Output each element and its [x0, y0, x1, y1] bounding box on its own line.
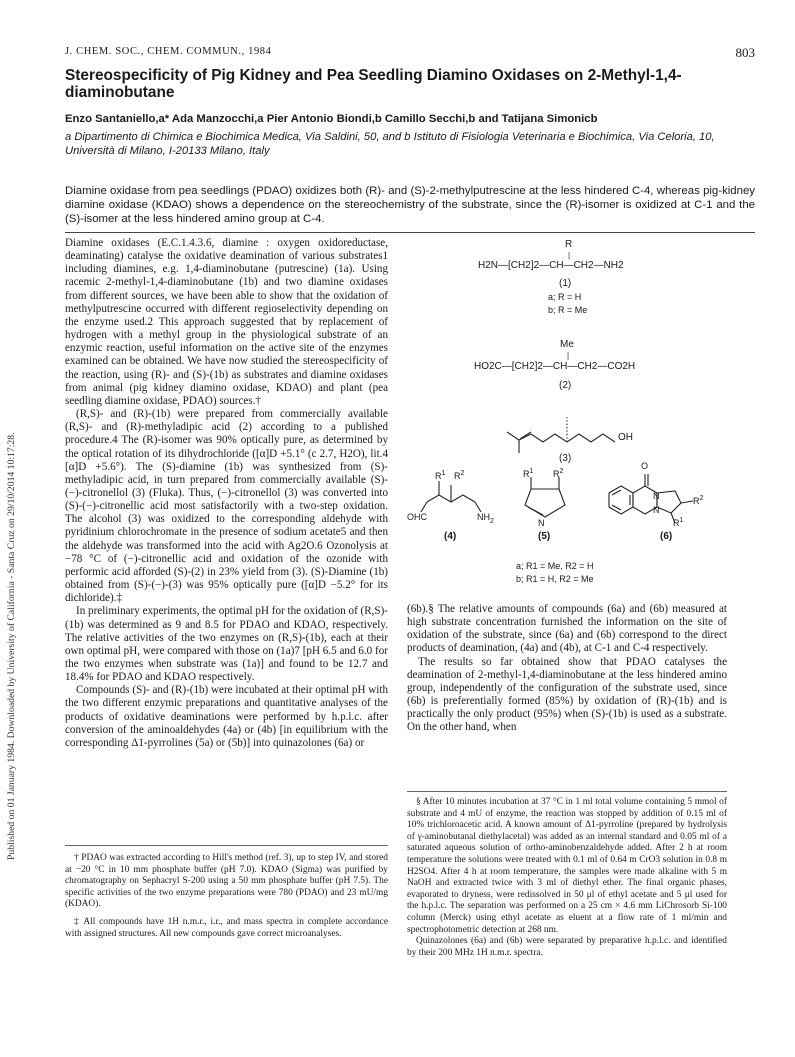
footnotes-left	[65, 853, 388, 946]
c3-label: (3)	[559, 453, 572, 464]
chemical-scheme	[407, 237, 755, 597]
c6-n1: N	[653, 491, 660, 501]
body-paragraph: (6b).§ The relative amounts of compounds (6a) and (6b) measured at high substrate concentration furnished the information on the site of oxidation of the substrate, since (6a) and (6b) correspond to the direct products of deamination, (4a) and (4b), at C-1 and C-4 respectively.	[407, 603, 727, 655]
running-header	[65, 46, 755, 62]
journal-citation: J. CHEM. SOC., CHEM. COMMUN., 1984	[65, 46, 272, 57]
c1-label: (1)	[559, 278, 572, 289]
c4-aldehyde: OHC	[407, 512, 427, 522]
article-title: Stereospecificity of Pig Kidney and Pea Seedling Diamino Oxidases on 2-Methyl-1,4-diaminobutane	[65, 67, 682, 101]
c4-r2: $R^2$	[454, 470, 465, 481]
c1-formula: H2N—[CH2]2—CH—CH2—NH2	[478, 260, 624, 271]
substituent-a: a; R1 = Me, R2 = H	[516, 561, 594, 571]
footnotes-right	[407, 797, 727, 959]
footnote-divider-right	[407, 791, 727, 792]
c1-variant-b: b; R = Me	[548, 305, 588, 315]
c1-substituent: R	[565, 239, 573, 250]
c6-r1: $R^1$	[673, 517, 684, 528]
c4-amine: $NH_2$	[477, 512, 494, 525]
c4-label: (4)	[444, 531, 457, 542]
c6-oxygen: O	[641, 461, 649, 471]
c5-label: (5)	[538, 531, 551, 542]
footnote: † PDAO was extracted according to Hill's method (ref. 3), up to step IV, and stored at −20 °C in 10 mm phosphate buffer (pH 7.0). KDAO (Sigma) was purified by chromatography on Sephacryl S-200 using a 50 mm phosphate buffer (pH 7.5). The specific activities of the two enzyme preparations were 780 (PDAO) and 23 mU/mg (KDAO).	[65, 853, 388, 910]
body-paragraph: Diamine oxidases (E.C.1.4.3.6, diamine : oxygen oxidoreductase, deaminating) catalyse the oxidative deamination of various substrates1 including diamines, e.g. 1,4-diaminobutane (putrescine) (1a). Using racemic 2-methyl-1,4-diaminobutane (1b) and two diamine oxidases from different sources, we have been able to show that the oxidation of methylputrescine occurred with different regioselectivity depending on the enzyme used.2 This approach suggested that by replacement of hydrogen with a methyl group in the physiological substrate of an enzymic reaction, useful information on the active site of the enzymes examined can be obtained. We have now studied the stereospecificity of the reaction, using (R)- and (S)-(1b) as substrates and diamine oxidases from animal (pig kidney diamino oxidase, KDAO) and plant (pea seedling diamine oxidase, PDAO) sources.†	[65, 237, 388, 407]
footnote: § After 10 minutes incubation at 37 °C in 1 ml total volume containing 5 mmol of substrate and 4 mU of enzyme, the reaction was stopped by addition of 0.15 ml of 10% trichloroacetic acid. A known amount of Δ1-pyrroline (prepared by hydrolysis of γ-aminobutanal diethylacetal) was added as an internal standard and 0.05 ml of a saturated aqueous solution of ortho-aminobenzaldehyde added. After 2 h at room temperature the solutions were treated with 0.1 ml of 0.64 m CrO3 solution in 0.8 m H2SO4. After 4 h at room temperature, the samples were made alkaline with 5 m NaOH and extracted twice with 3 ml of diethyl ether. The final organic phases, evaporated to dryness, were redissolved in 50 μl of ethyl acetate and 5 μl used for the h.p.l.c. The separation was performed on a 25 cm × 4.6 mm LiChrosorb Si-100 column (Merck) using ethyl acetate as eluent at a flow rate of 1 ml/min and spectrophotometric detection at 268 nm.	[407, 797, 727, 935]
body-right-column	[407, 603, 727, 735]
affiliation: a Dipartimento di Chimica e Biochimica Medica, Via Saldini, 50, and b Istituto di Fisiologia Veterinaria e Biochimica, Via Celoria, 10, Università di Milano, I-20133 Milano, Italy	[65, 131, 715, 157]
footnote-divider-left	[65, 845, 388, 846]
substituent-b: b; R1 = H, R2 = Me	[516, 574, 594, 584]
watermark-text: Published on 01 January 1984. Downloaded by University of California - Santa Cruz on 29/10/2014 10:17:28.	[6, 432, 17, 860]
abstract-divider	[65, 232, 755, 233]
body-paragraph: In preliminary experiments, the optimal pH for the oxidation of (R,S)-(1b) was determined as 9 and 8.5 for PDAO and KDAO, respectively. The relative activities of the two enzymes on (R,S)-(1b), each at their own optimal pH, were compared with those on (1a)7 [pH 6.5 and 6.0 for the two enzymes when substrate was (1a)] and found to be 12.7 and 18.4% for PDAO and KDAO respectively.	[65, 605, 388, 684]
author-list: Enzo Santaniello,a* Ada Manzocchi,a Pier Antonio Biondi,b Camillo Secchi,b and Tatijana Simonicb	[65, 113, 598, 125]
c5-r1: $R^1$	[523, 468, 534, 479]
c6-n2: N	[653, 505, 660, 515]
c6-r2: $R^2$	[693, 495, 704, 506]
c4-r1: $R^1$	[435, 470, 446, 481]
c5-r2: $R^2$	[553, 468, 564, 479]
c2-substituent: Me	[560, 339, 574, 350]
body-left-column	[65, 237, 388, 750]
c3-hydroxyl: OH	[618, 432, 633, 443]
c1-variant-a: a; R = H	[548, 292, 582, 302]
bond-mark: |	[568, 251, 571, 260]
body-paragraph: (R,S)- and (R)-(1b) were prepared from commercially available (R,S)- and (R)-methyladipic acid (2) according to a published procedure.4 The (R)-isomer was 90% optically pure, as determined by the optical rotation of its dihydrochloride ([α]D +5.1° (c 2.7, H2O), lit.4 [α]D +5.6°). The (S)-diamine (1b) was synthesized from (S)-methyladipic acid, in turn prepared from commercially available (S)-(−)-citronellol (3) (Fluka). Thus, (−)-citronellol (3) was converted into (S)-(−)-citronellic acid most satisfactorily with a two-step oxidation. The alcohol (3) was oxidized to the corresponding aldehyde with pyridinium chlorochromate in the presence of sodium acetate5 and then the aldehyde was transformed into the acid with Ag2O.6 Ozonolysis at −78 °C of (−)-citronellic acid and oxidation of the ozonide with performic acid afforded (S)-(2) in 23% yield from (3). (S)-Diamine (1b) obtained from (S)-(−)-(3) was 95% optically pure ([α]D −5.2° for its dichloride).‡	[65, 408, 388, 605]
body-paragraph: The results so far obtained show that PDAO catalyses the deamination of 2-methyl-1,4-diaminobutane at the less hindered amino group, independently of the configuration of the substrate used, since (6b) is preferentially formed (85%) by oxidation of (R)-(1b) and is practically the only product (95%) when (S)-(1b) is used as a substrate. On the other hand, when	[407, 655, 727, 734]
c2-label: (2)	[559, 380, 572, 391]
c5-nitrogen: N	[538, 518, 545, 528]
body-paragraph: Compounds (S)- and (R)-(1b) were incubated at their optimal pH with the two different enzymic preparations and quantitative analyses of the products of oxidative deaminations were performed by h.p.l.c. after conversion of the aminoaldehydes (4a) or (4b) [in equilibrium with the corresponding Δ1-pyrrolines (5a) or (5b)] into quinazolones (6a) or	[65, 684, 388, 749]
bond-mark: |	[567, 351, 570, 360]
c2-formula: HO2C—[CH2]2—CH—CH2—CO2H	[474, 361, 636, 372]
c6-label: (6)	[660, 531, 673, 542]
abstract: Diamine oxidase from pea seedlings (PDAO) oxidizes both (R)- and (S)-2-methylputrescine at the less hindered C-4, whereas pig-kidney diamine oxidase (KDAO) shows a dependence on the stereochemistry of the substrate, since the (R)-isomer is oxidized at C-1 and the (S)-isomer at the less hindered amino group at C-4.	[65, 185, 755, 225]
page-number: 803	[735, 45, 755, 60]
download-watermark	[6, 160, 18, 860]
footnote: ‡ All compounds have 1H n.m.r., i.r., and mass spectra in complete accordance with assigned structures. All new compounds gave correct microanalyses.	[65, 916, 388, 939]
footnote: Quinazolones (6a) and (6b) were separated by preparative h.p.l.c. and identified by their 200 MHz 1H n.m.r. spectra.	[407, 936, 727, 958]
